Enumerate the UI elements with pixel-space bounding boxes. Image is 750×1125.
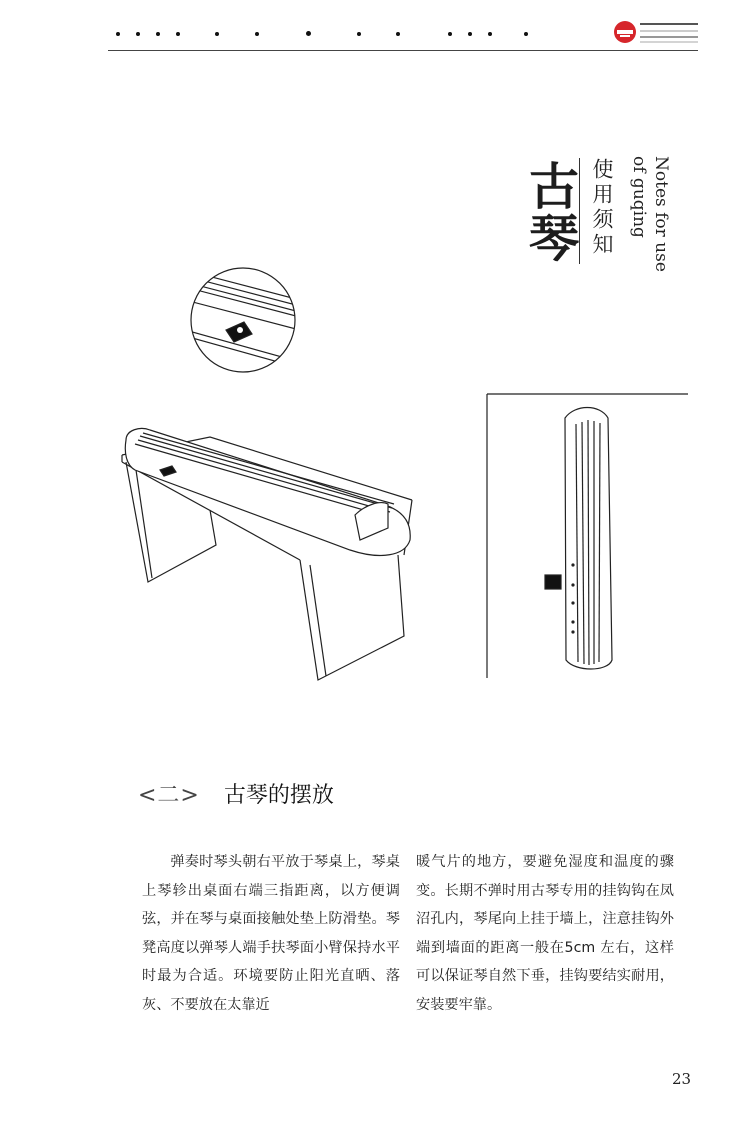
guqin-body xyxy=(125,428,410,555)
page-title: 古琴 xyxy=(521,160,579,264)
detail-magnifier xyxy=(185,268,300,372)
section-number: <二> xyxy=(138,783,200,808)
page-number: 23 xyxy=(672,1070,692,1088)
body-column-left: 弹奏时琴头朝右平放于琴桌上，琴桌上琴轸出桌面右端三指距离，以方便调弦，并在琴与桌面接触处垫上防滑垫。琴凳高度以弹琴人端手扶琴面小臂保持水平时最为合适。环境要防止阳光直晒、落灰、不要放在太靠近 xyxy=(142,854,400,1013)
section-heading xyxy=(138,778,334,809)
body-column-right: 暖气片的地方，要避免湿度和温度的骤变。长期不弹时用古琴专用的挂钩钩在凤沼孔内，琴尾向上挂于墙上，注意挂钩外端到墙面的距离一般在5cm 左右，这样可以保证琴自然下垂，挂钩要结实耐用，安装要牢靠。 xyxy=(416,854,674,1013)
hanging-guqin xyxy=(545,408,612,670)
page-title-english: Notes for use of guqing xyxy=(629,156,671,272)
page-subtitle: 使用须知 xyxy=(590,158,614,258)
section-title: 古琴的摆放 xyxy=(223,783,334,808)
